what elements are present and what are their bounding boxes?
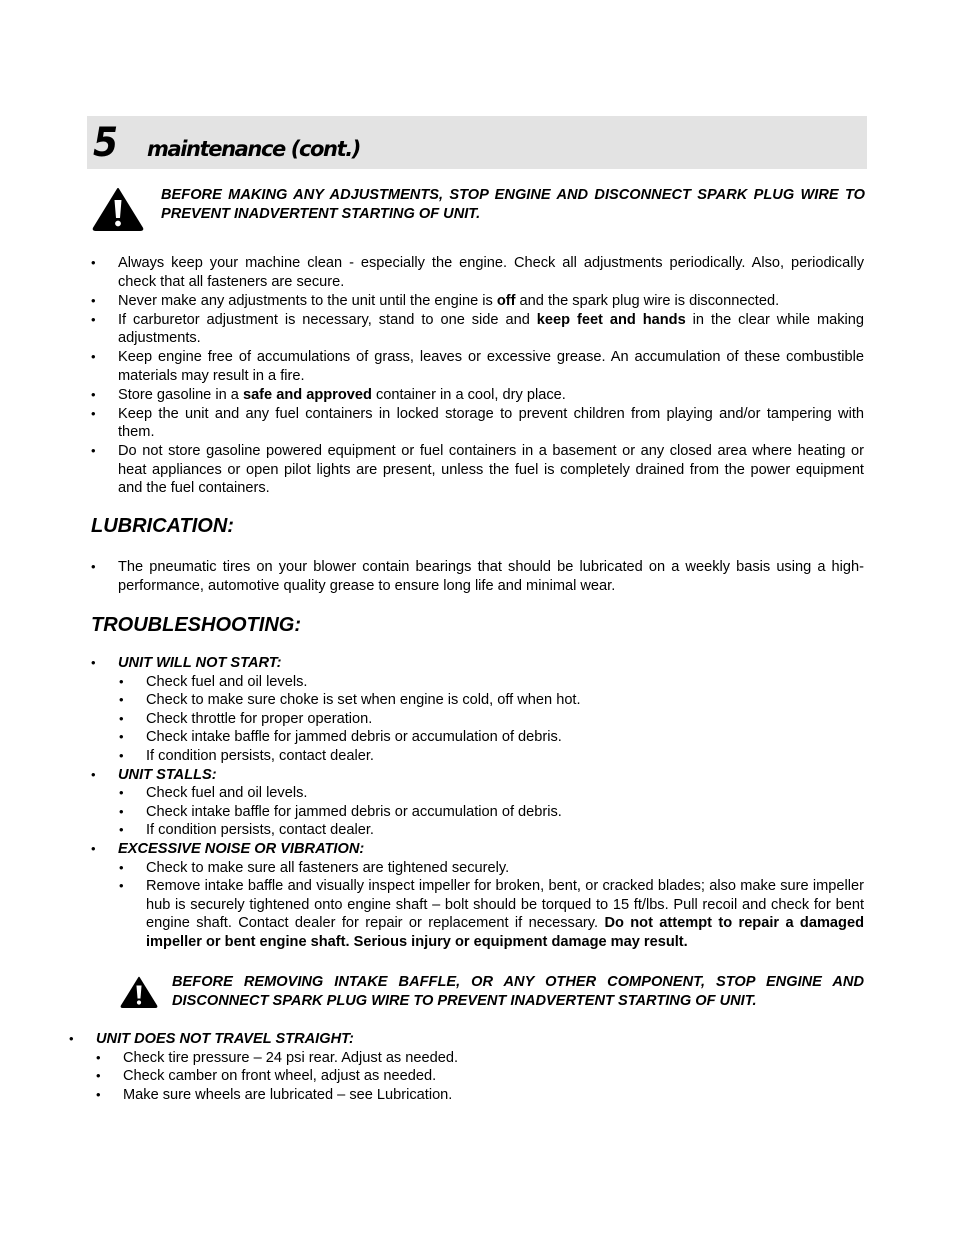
issue-unit-stalls — [118, 766, 864, 840]
issue-label: UNIT WILL NOT START: — [118, 655, 282, 671]
list-item: • Check tire pressure – 24 psi rear. Adjust as needed. — [123, 1049, 864, 1068]
list-item: • Remove intake baffle and visually inspect impeller for broken, bent, or cracked blades; also make sure impeller hub is securely tightened onto engine shaft – bolt should be torqued to 15 ft/lbs. Pull recoil and check for bent engine shaft. Contact dealer for repair or replacement if necessary. Do not attempt to repair a damaged impeller or bent engine shaft. Serious injury or equipment damage may result. — [146, 877, 864, 951]
list-item: • If condition persists, contact dealer. — [146, 821, 864, 840]
warning-triangle-icon — [92, 187, 144, 231]
list-item: • Check fuel and oil levels. — [146, 673, 864, 692]
warning-intake-baffle — [120, 973, 865, 1011]
list-item: • Check intake baffle for jammed debris or accumulation of debris. — [146, 803, 864, 822]
list-item: • Always keep your machine clean - especially the engine. Check all adjustments periodically. Also, periodically check that all fasteners are secure. — [118, 254, 864, 291]
troubleshooting-list-2 — [96, 1030, 864, 1104]
list-item: • Check fuel and oil levels. — [146, 784, 864, 803]
list-item: • Check to make sure all fasteners are tightened securely. — [146, 859, 864, 878]
issue-excessive-noise — [118, 840, 864, 952]
list-item: • The pneumatic tires on your blower contain bearings that should be lubricated on a weekly basis using a high-performance, automotive quality grease to ensure long life and minimal wear. — [118, 558, 864, 595]
lubrication-heading: LUBRICATION: — [91, 515, 234, 537]
list-item: • Keep the unit and any fuel containers in locked storage to prevent children from playing and/or tampering with them. — [118, 405, 864, 442]
issue-label: EXCESSIVE NOISE OR VIBRATION: — [118, 840, 365, 857]
section-header — [87, 116, 867, 169]
troubleshooting-heading: TROUBLESHOOTING: — [91, 614, 301, 636]
issue-label: UNIT STALLS: — [118, 766, 217, 783]
list-item: • Make sure wheels are lubricated – see Lubrication. — [123, 1086, 864, 1105]
list-item: • If condition persists, contact dealer. — [146, 747, 864, 766]
chapter-number: 5 — [93, 120, 119, 166]
list-item: • Do not store gasoline powered equipment or fuel containers in a basement or any closed area where heating or heat appliances or open pilot lights are present, unless the fuel is completely drained from the power equipment and the fuel containers. — [118, 442, 864, 498]
list-item: • Check camber on front wheel, adjust as needed. — [123, 1067, 864, 1086]
issue-travel-straight — [96, 1030, 864, 1104]
list-item: • Store gasoline in a safe and approved container in a cool, dry place. — [118, 386, 864, 405]
list-item: • Check intake baffle for jammed debris or accumulation of debris. — [146, 728, 864, 747]
list-item: • If carburetor adjustment is necessary, stand to one side and keep feet and hands in the clear while making adjustments. — [118, 311, 864, 348]
general-maintenance-list — [118, 254, 864, 498]
list-item: • Keep engine free of accumulations of grass, leaves or excessive grease. An accumulation of these combustible materials may result in a fire. — [118, 348, 864, 385]
warning-text: BEFORE REMOVING INTAKE BAFFLE, OR ANY OTHER COMPONENT, STOP ENGINE AND DISCONNECT SPARK PLUG WIRE TO PREVENT INADVERTENT STARTING OF UNIT. — [172, 974, 864, 1009]
chapter-title: maintenance (cont.) — [147, 137, 360, 161]
troubleshooting-list — [118, 654, 864, 952]
warning-triangle-icon — [120, 976, 158, 1008]
list-item: • Check throttle for proper operation. — [146, 710, 864, 729]
lubrication-list — [118, 558, 864, 595]
list-item: • Never make any adjustments to the unit until the engine is off and the spark plug wire is disconnected. — [118, 292, 864, 311]
warning-adjustments — [92, 186, 865, 231]
issue-unit-will-not-start — [118, 654, 864, 766]
issue-label: UNIT DOES NOT TRAVEL STRAIGHT: — [96, 1031, 354, 1047]
warning-text: BEFORE MAKING ANY ADJUSTMENTS, STOP ENGINE AND DISCONNECT SPARK PLUG WIRE TO PREVENT INADVERTENT STARTING OF UNIT. — [161, 187, 865, 222]
list-item: • Check to make sure choke is set when engine is cold, off when hot. — [146, 691, 864, 710]
